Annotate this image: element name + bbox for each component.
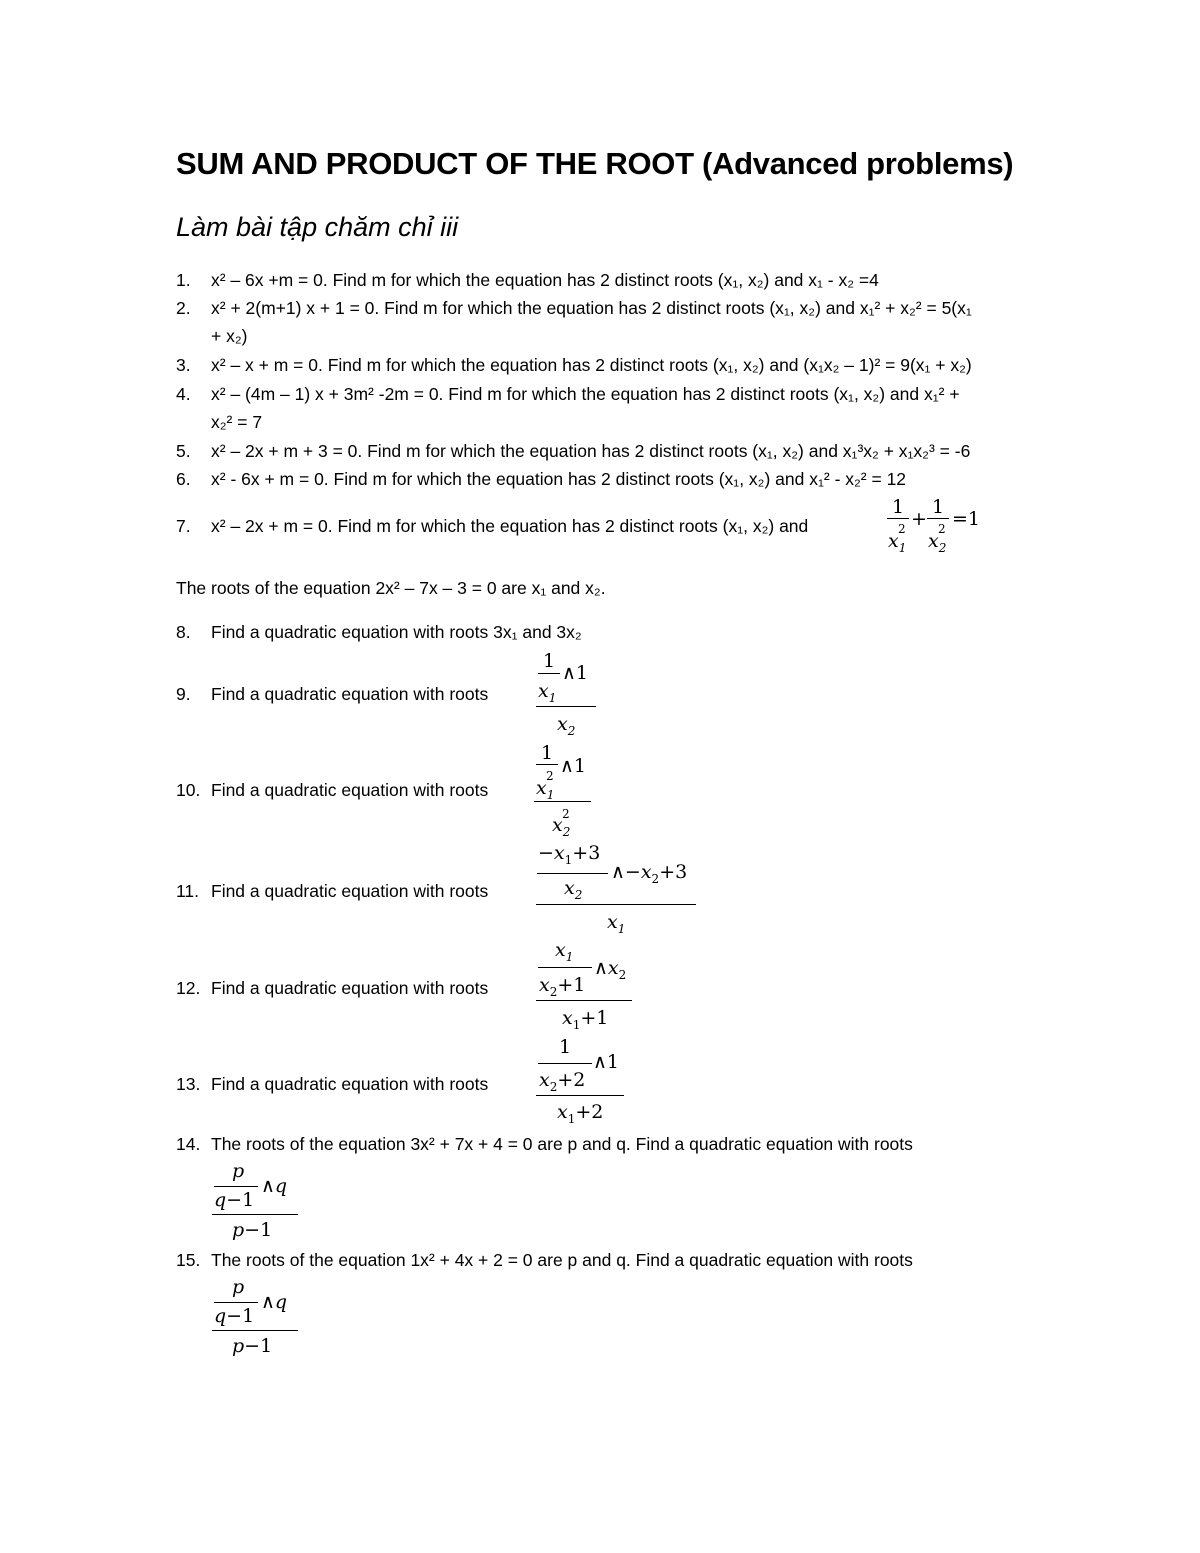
problem-text: The roots of the equation 3x² + 7x + 4 = 0 are p and q. Find a quadratic equation with roots: [211, 1134, 913, 1154]
problem-number: 1.: [176, 270, 191, 290]
problem-text: Find a quadratic equation with roots: [211, 684, 489, 704]
problem-number: 15.: [176, 1250, 201, 1270]
problem-text: x² + 2(m+1) x + 1 = 0. Find m for which the equation has 2 distinct roots (x₁, x₂) and x₁² + x₂² = 5(x₁: [211, 298, 972, 318]
problem-text: Find a quadratic equation with roots: [211, 978, 489, 998]
problem-number: 11.: [176, 881, 200, 901]
problem-number: 2.: [176, 298, 191, 318]
problem-text: Find a quadratic equation with roots: [211, 1074, 489, 1094]
problem-text: Find a quadratic equation with roots 3x₁ and 3x₂: [211, 622, 582, 642]
problem-text: Find a quadratic equation with roots: [211, 881, 489, 901]
problem-number: 13.: [176, 1074, 201, 1094]
problem-text: x² – x + m = 0. Find m for which the equation has 2 distinct roots (x₁, x₂) and (x₁x₂ – 1)² = 9(x₁ + x₂): [211, 355, 972, 375]
problem-number: 9.: [176, 684, 191, 704]
problem-text: x² – (4m – 1) x + 3m² -2m = 0. Find m for which the equation has 2 distinct roots (x₁, x₂) and x₁² +: [211, 384, 960, 404]
problem-text: Find a quadratic equation with roots: [211, 780, 489, 800]
problem-number: 10.: [176, 780, 201, 800]
problem-number: 3.: [176, 355, 191, 375]
problem-number: 6.: [176, 469, 191, 489]
problem-text: x² – 2x + m = 0. Find m for which the equation has 2 distinct roots (x₁, x₂) and: [211, 516, 809, 536]
problem-number: 5.: [176, 441, 191, 461]
problem-number: 8.: [176, 622, 191, 642]
problem-text: The roots of the equation 1x² + 4x + 2 = 0 are p and q. Find a quadratic equation with roots: [211, 1250, 913, 1270]
problem-number: 14.: [176, 1134, 201, 1154]
problem-text: x² – 2x + m + 3 = 0. Find m for which the equation has 2 distinct roots (x₁, x₂) and x₁³x₂ + x₁x₂³ = -6: [211, 441, 971, 461]
problem-text: x² – 6x +m = 0. Find m for which the equation has 2 distinct roots (x₁, x₂) and x₁ - x₂ =4: [211, 270, 879, 290]
problem-text-continuation: x₂² = 7: [211, 412, 263, 432]
problem-text: x² - 6x + m = 0. Find m for which the equation has 2 distinct roots (x₁, x₂) and x₁² - x₂² = 12: [211, 469, 907, 489]
roots-statement: The roots of the equation 2x² – 7x – 3 = 0 are x₁ and x₂.: [176, 578, 606, 598]
problem-text-continuation: + x₂): [211, 326, 248, 346]
page-subtitle: Làm bài tập chăm chỉ iii: [176, 212, 459, 242]
problem-number: 4.: [176, 384, 191, 404]
page-title: SUM AND PRODUCT OF THE ROOT (Advanced problems): [176, 146, 1014, 181]
problem-number: 7.: [176, 516, 191, 536]
problem-number: 12.: [176, 978, 201, 998]
